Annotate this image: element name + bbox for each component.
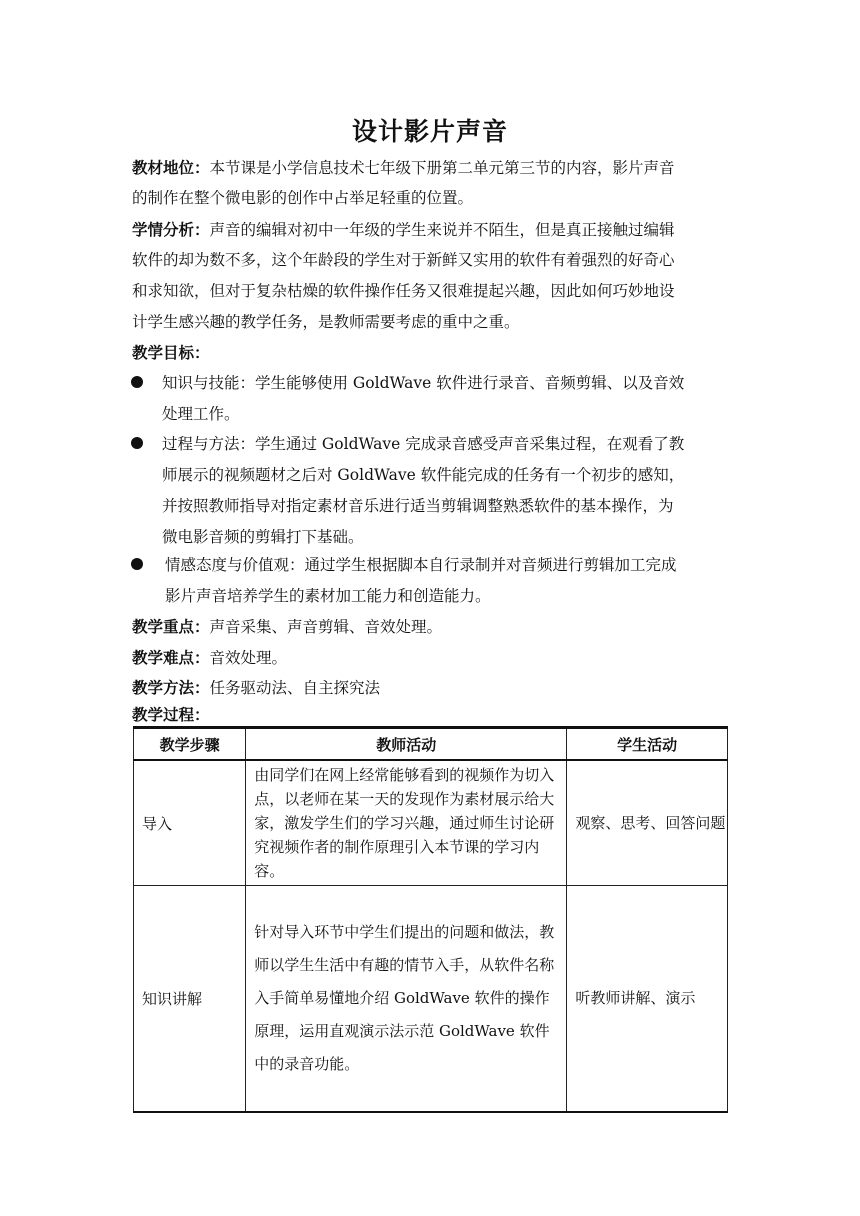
goal-2-line-4: 微电影音频的剪辑打下基础。 [162, 528, 364, 546]
process-label: 教学过程： [132, 706, 210, 724]
analysis-paragraph-line-1 [132, 220, 732, 240]
table-row [134, 886, 728, 1112]
key-points-line [132, 617, 732, 637]
material-text-2: 的制作在整个微电影的创作中占举足轻重的位置。 [132, 189, 474, 207]
header-step: 教学步骤 [134, 728, 246, 761]
analysis-text-1: 声音的编辑对初中一年级的学生来说并不陌生，但是真正接触过编辑 [209, 221, 675, 239]
process-table [133, 726, 728, 1113]
goal-3-line-2: 影片声音培养学生的素材加工能力和创造能力。 [165, 587, 491, 605]
material-text-1: 本节课是小学信息技术七年级下册第二单元第三节的内容，影片声音 [209, 159, 675, 177]
difficulties-line [132, 648, 732, 668]
table-header-row [134, 728, 728, 761]
methods-text: 任务驱动法、自主探究法 [209, 679, 381, 697]
student-activity-cell: 观察、思考、回答问题 [567, 760, 728, 886]
student-activity-cell: 听教师讲解、演示 [567, 886, 728, 1112]
process-heading [132, 705, 732, 725]
analysis-label: 学情分析： [132, 221, 210, 239]
step-cell: 导入 [134, 760, 246, 886]
goal-2-line-2: 师展示的视频题材之后对 GoldWave 软件能完成的任务有一个初步的感知， [162, 466, 685, 484]
methods-label: 教学方法： [132, 679, 210, 697]
analysis-text-3: 和求知欲，但对于复杂枯燥的软件操作任务又很难提起兴趣，因此如何巧妙地设 [132, 282, 675, 300]
step-cell: 知识讲解 [134, 886, 246, 1112]
material-paragraph-line-1 [132, 158, 732, 178]
bullet-icon [131, 437, 143, 449]
key-points-text: 声音采集、声音剪辑、音效处理。 [209, 618, 443, 636]
analysis-text-4: 计学生感兴趣的教学任务，是教师需要考虑的重中之重。 [132, 313, 520, 331]
key-points-label: 教学重点： [132, 618, 210, 636]
material-label: 教材地位： [132, 159, 210, 177]
bullet-icon [131, 558, 143, 570]
header-teacher: 教师活动 [246, 728, 567, 761]
teacher-activity-cell: 由同学们在网上经常能够看到的视频作为切入点，以老师在某一天的发现作为素材展示给大家，激发学生们的学习兴趣，通过师生讨论研究视频作者的制作原理引入本节课的学习内容。 [246, 760, 567, 886]
document-title: 设计影片声音 [351, 117, 508, 146]
goal-3-line-1: 情感态度与价值观：通过学生根据脚本自行录制并对音频进行剪辑加工完成 [165, 556, 677, 574]
header-student: 学生活动 [567, 728, 728, 761]
goal-2-line-1: 过程与方法：学生通过 GoldWave 完成录音感受声音采集过程，在观看了教 [162, 435, 685, 453]
difficulties-label: 教学难点： [132, 649, 210, 667]
difficulties-text: 音效处理。 [209, 649, 288, 667]
methods-line [132, 678, 732, 698]
goal-1-line-1: 知识与技能：学生能够使用 GoldWave 软件进行录音、音频剪辑、以及音效 [162, 374, 685, 392]
analysis-text-2: 软件的却为数不多，这个年龄段的学生对于新鲜又实用的软件有着强烈的好奇心 [132, 251, 675, 269]
goals-heading [132, 343, 732, 363]
goal-2-line-3: 并按照教师指导对指定素材音乐进行适当剪辑调整熟悉软件的基本操作，为 [162, 497, 674, 515]
teacher-activity-cell: 针对导入环节中学生们提出的问题和做法，教师以学生生活中有趣的情节入手，从软件名称入手简单易懂地介绍 GoldWave 软件的操作原理，运用直观演示法示范 GoldWave 软件中的录音功能。 [246, 886, 567, 1112]
goals-label: 教学目标： [132, 344, 210, 362]
table-row [134, 760, 728, 886]
bullet-icon [131, 376, 143, 388]
goal-1-line-2: 处理工作。 [162, 405, 240, 423]
